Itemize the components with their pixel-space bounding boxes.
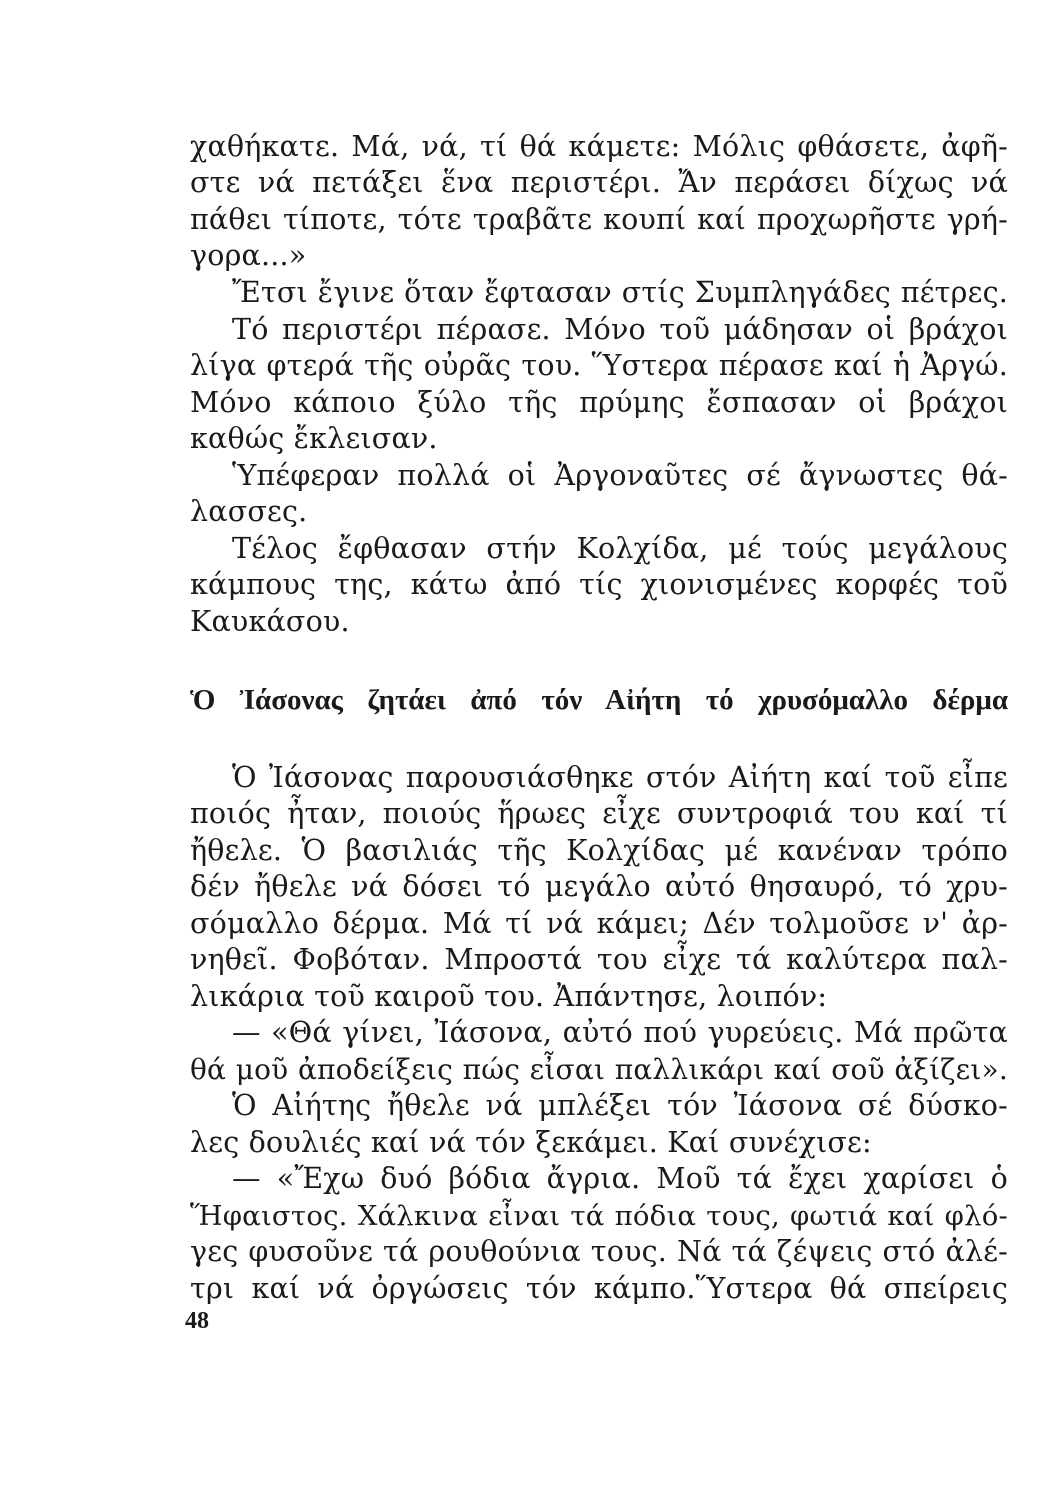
text-line: καθώς ἔκλεισαν. bbox=[190, 422, 438, 455]
text-line: δέν ἤθελε νά δόσει τό μεγάλο αὐτό θησαυρό, τό χρυ- bbox=[190, 870, 1008, 903]
text-line: — «Ἔχω δυό βόδια ἄγρια. Μοῦ τά ἔχει χαρίσει ὁ bbox=[232, 1162, 1008, 1195]
text-line: νηθεῖ. Φοβόταν. Μπροστά του εἶχε τά καλύτερα παλ- bbox=[190, 943, 1008, 976]
text-line: χαθήκατε. Μά, νά, τί θά κάμετε: Μόλις φθάσετε, ἀφῆ- bbox=[190, 130, 1008, 163]
text-line: γες φυσοῦνε τά ρουθούνια τους. Νά τά ζέψεις στό ἀλέ- bbox=[190, 1235, 1008, 1268]
text-line: σόμαλλο δέρμα. Μά τί νά κάμει; Δέν τολμοῦσε ν' ἀρ- bbox=[190, 907, 1008, 940]
text-line: λίγα φτερά τῆς οὐρᾶς του. Ὕστερα πέρασε καί ἡ Ἀργώ. bbox=[190, 349, 1008, 382]
text-line: ποιός ἦταν, ποιούς ἥρωες εἶχε συντροφιά του καί τί bbox=[190, 797, 1008, 830]
section-heading: Ὁ Ἰάσονας ζητάει ἀπό τόν Αἰήτη τό χρυσόμαλλο δέρμα bbox=[190, 684, 1008, 716]
text-line: λες δουλιές καί νά τόν ξεκάμει. Καί συνέχισε: bbox=[190, 1126, 872, 1159]
text-line: γορα...» bbox=[190, 239, 307, 272]
text-line: Ὁ Ἰάσονας παρουσιάσθηκε στόν Αἰήτη καί τοῦ εἶπε bbox=[232, 761, 1008, 794]
text-line: κάμπους της, κάτω ἀπό τίς χιονισμένες κορφές τοῦ bbox=[190, 568, 1008, 601]
text-line: Ἔτσι ἔγινε ὅταν ἔφτασαν στίς Συμπληγάδες πέτρες. bbox=[232, 276, 1008, 309]
text-line: λασσες. bbox=[190, 495, 308, 528]
text-line: Καυκάσου. bbox=[190, 605, 350, 638]
text-line: Τό περιστέρι πέρασε. Μόνο τοῦ μάδησαν οἱ βράχοι bbox=[232, 313, 1008, 346]
text-line: Ἥφαιστος. Χάλκινα εἶναι τά πόδια τους, φωτιά καί φλό- bbox=[190, 1200, 1008, 1232]
page-number: 48 bbox=[185, 1308, 209, 1334]
text-line: λικάρια τοῦ καιροῦ του. Ἀπάντησε, λοιπόν: bbox=[190, 980, 828, 1013]
text-line: στε νά πετάξει ἕνα περιστέρι. Ἄν περάσει δίχως νά bbox=[190, 166, 1008, 199]
text-line: Μόνο κάποιο ξύλο τῆς πρύμης ἔσπασαν οἱ βράχοι bbox=[190, 386, 1008, 419]
text-line: Ὁ Αἰήτης ἤθελε νά μπλέξει τόν Ἰάσονα σέ δύσκο- bbox=[232, 1089, 1008, 1122]
text-line: θά μοῦ ἀποδείξεις πώς εἶσαι παλλικάρι καί σοῦ ἀξίζει». bbox=[190, 1053, 1008, 1086]
text-line: ἤθελε. Ὁ βασιλιάς τῆς Κολχίδας μέ κανέναν τρόπο bbox=[190, 834, 1008, 867]
text-line: Τέλος ἔφθασαν στήν Κολχίδα, μέ τούς μεγάλους bbox=[232, 532, 1008, 565]
text-line: τρι καί νά ὀργώσεις τόν κάμπο.Ὕστερα θά σπείρεις bbox=[190, 1272, 1008, 1305]
text-line: πάθει τίποτε, τότε τραβᾶτε κουπί καί προχωρῆστε γρή- bbox=[190, 203, 1008, 236]
text-line: — «Θά γίνει, Ἰάσονα, αὐτό πού γυρεύεις. Μά πρῶτα bbox=[232, 1016, 1008, 1049]
text-line: Ὑπέφεραν πολλά οἱ Ἀργοναῦτες σέ ἄγνωστες θά- bbox=[232, 459, 1008, 492]
